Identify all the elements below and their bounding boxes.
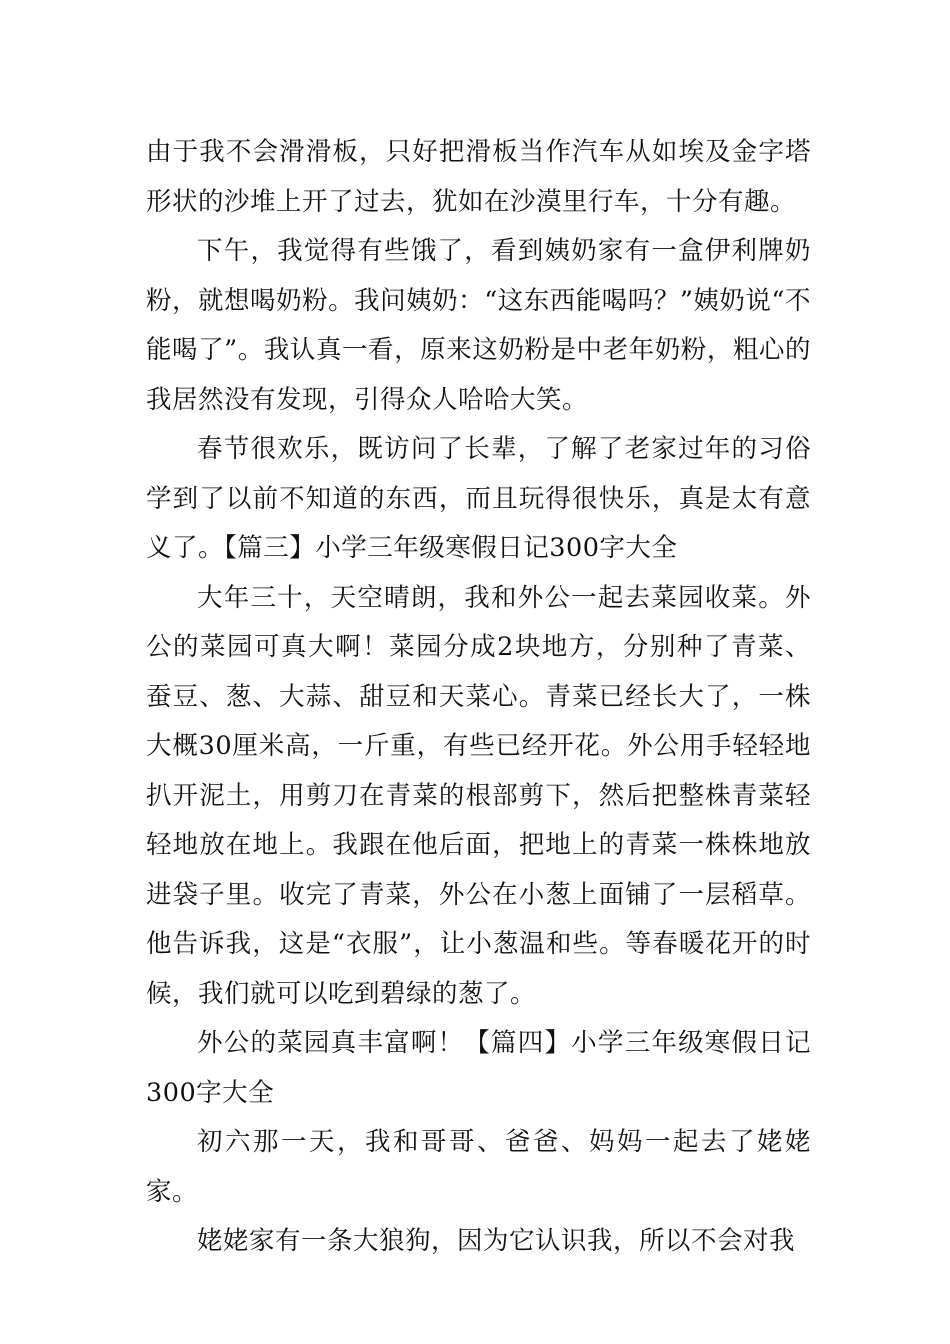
paragraph-4: 大年三十，天空晴朗，我和外公一起去菜园收菜。外公的菜园可真大啊！菜园分成2块地方，分别种了青菜、蚕豆、葱、大蒜、甜豆和天菜心。青菜已经长大了，一株大概30厘米高，一斤重，有些已经开花。外公用手轻轻地扒开泥土，用剪刀在青菜的根部剪下，然后把整株青菜轻轻地放在地上。我跟在他后面，把地上的青菜一株株地放进袋子里。收完了青菜，外公在小葱上面铺了一层稻草。他告诉我，这是“衣服”，让小葱温和些。等春暖花开的时候，我们就可以吃到碧绿的葱了。 (146, 582, 811, 1009)
paragraph-6: 初六那一天，我和哥哥、爸爸、妈妈一起去了姥姥家。 (146, 1127, 811, 1207)
paragraph-7: 姥姥家有一条大狼狗，因为它认识我，所以不会对我 (197, 1226, 796, 1256)
paragraph-5: 外公的菜园真丰富啊！【篇四】小学三年级寒假日记300字大全 (146, 1028, 811, 1108)
paragraph-2: 下午，我觉得有些饿了，看到姨奶家有一盒伊利牌奶粉，就想喝奶粉。我问姨奶：“这东西能喝吗？”姨奶说“不能喝了”。我认真一看，原来这奶粉是中老年奶粉，粗心的我居然没有发现，引得众人哈哈大笑。 (146, 236, 811, 415)
paragraph-1: 由于我不会滑滑板，只好把滑板当作汽车从如埃及金字塔形状的沙堆上开了过去，犹如在沙漠里行车，十分有趣。 (146, 137, 811, 217)
paragraph-3: 春节很欢乐，既访问了长辈，了解了老家过年的习俗学到了以前不知道的东西，而且玩得很快乐，真是太有意义了。【篇三】小学三年级寒假日记300字大全 (146, 434, 811, 563)
document-body (146, 128, 811, 1267)
